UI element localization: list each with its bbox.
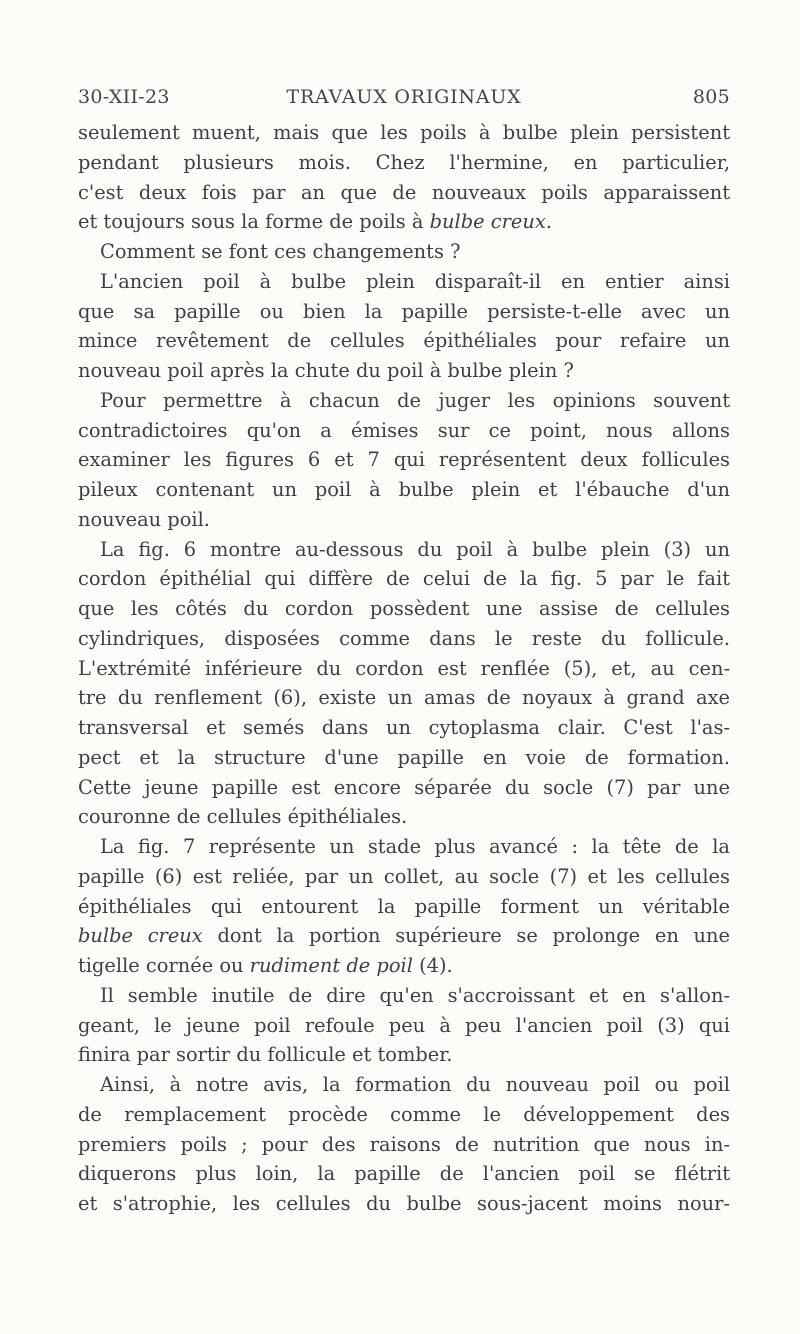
text-line: contradictoires qu'on a émises sur ce point, nous allons [78,418,730,442]
header-date: 30-XII-23 [78,86,170,108]
text-line: pileux contenant un poil à bulbe plein et l'ébauche d'un [78,478,730,501]
text-line: et toujours sous la forme de poils à bulbe creux. [78,210,552,234]
text-line: Cette jeune papille est encore séparée du socle (7) par une [78,775,730,799]
text-line: Il semble inutile de dire qu'en s'accroissant et en s'allon- [100,983,730,1007]
text-line: mince revêtement de cellules épithéliales pour refaire un [78,329,730,353]
text-line: Ainsi, à notre avis, la formation du nouveau poil ou poil [100,1073,730,1096]
text-line: examiner les figures 6 et 7 qui représentent deux follicules [78,448,730,472]
text-line: que les côtés du cordon possèdent une assise de cellules [78,597,730,620]
text-line: diquerons plus loin, la papille de l'ancien poil se flétrit [78,1162,730,1186]
italic-term: rudiment de poil [249,954,413,977]
text-line: c'est deux fois par an que de nouveaux poils apparaissent [78,180,730,204]
text-line: papille (6) est reliée, par un collet, au socle (7) et les cellules [78,864,730,888]
text-line: tre du renflement (6), existe un amas de noyaux à grand axe [78,686,730,710]
text-line: La fig. 7 représente un stade plus avancé : la tête de la [100,835,730,858]
running-head [78,86,730,116]
text-line: bulbe creux dont la portion supérieure se prolonge en une [78,924,730,948]
page-number: 805 [692,86,730,108]
text-line: transversal et semés dans un cytoplasma clair. C'est l'as- [78,716,730,739]
header-section-title: TRAVAUX ORIGINAUX [286,86,522,108]
text-line: nouveau poil. [78,507,210,531]
text-line: couronne de cellules épithéliales. [78,805,408,829]
text-line: cordon épithélial qui diffère de celui de la fig. 5 par le fait [78,567,730,591]
text-line: finira par sortir du follicule et tomber. [78,1043,453,1067]
text-line: pendant plusieurs mois. Chez l'hermine, en particulier, [78,150,730,174]
italic-term: bulbe creux [429,210,546,234]
text-line: que sa papille ou bien la papille persiste-t-elle avec un [78,299,730,323]
text-line: La fig. 6 montre au-dessous du poil à bulbe plein (3) un [100,537,730,561]
text-line: pect et la structure d'une papille en voie de formation. [78,745,730,769]
italic-term: bulbe creux [78,924,203,948]
text-line: L'extrémité inférieure du cordon est renflée (5), et, au cen- [78,656,730,680]
text-line: geant, le jeune poil refoule peu à peu l'ancien poil (3) qui [78,1013,730,1037]
text-line: épithéliales qui entourent la papille forment un véritable [78,894,730,918]
text-line: Comment se font ces changements ? [100,240,461,263]
text-line: premiers poils ; pour des raisons de nutrition que nous in- [78,1132,730,1156]
text-line: tigelle cornée ou rudiment de poil (4). [78,954,453,977]
text-line: nouveau poil après la chute du poil à bulbe plein ? [78,359,574,382]
body-text [78,118,730,1219]
text-line: L'ancien poil à bulbe plein disparaît-il en entier ainsi [100,269,730,293]
text-line: seulement muent, mais que les poils à bulbe plein persistent [78,121,730,144]
text-line: de remplacement procède comme le développement des [78,1102,730,1126]
text-line: Pour permettre à chacun de juger les opinions souvent [100,388,730,412]
text-line: cylindriques, disposées comme dans le reste du follicule. [78,626,730,650]
text-line: et s'atrophie, les cellules du bulbe sous-jacent moins nour- [78,1192,730,1215]
